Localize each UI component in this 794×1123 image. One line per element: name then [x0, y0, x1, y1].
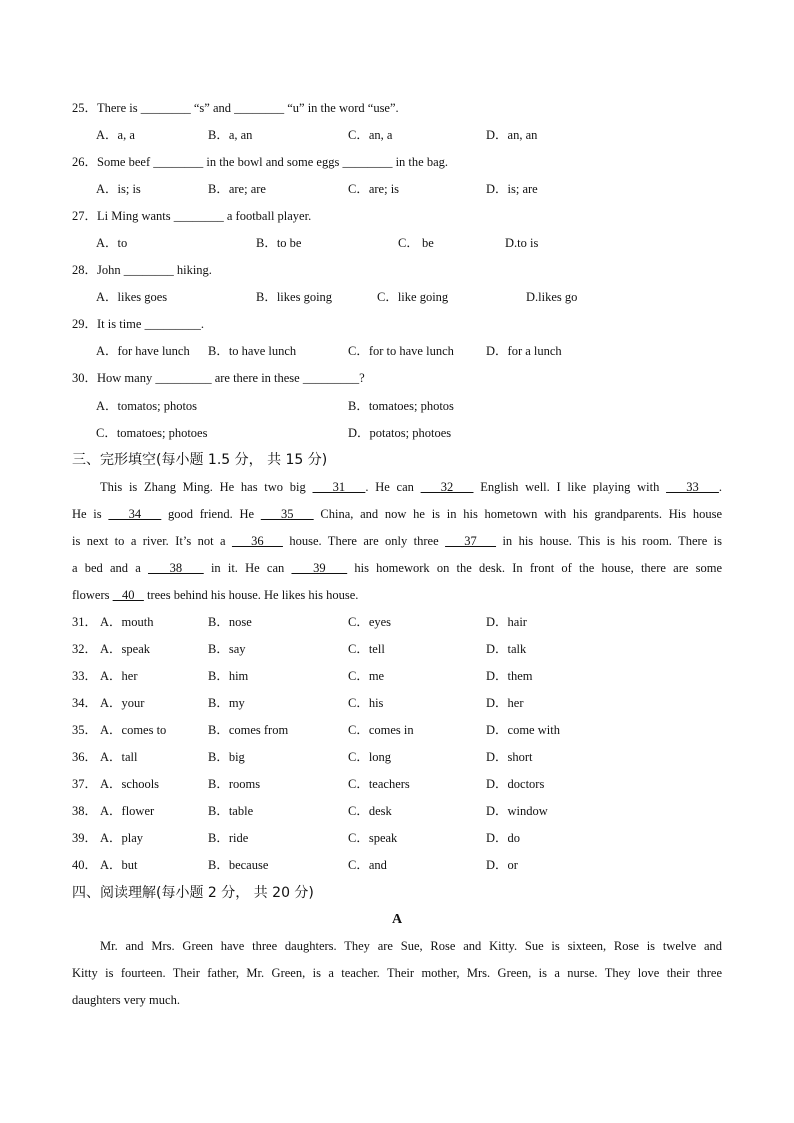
answer-option: C．his [348, 696, 384, 710]
passage-line: Kitty is fourteen. Their father, Mr. Green, is a teacher. Their mother, Mrs. Green, is a nurse. They love their three [72, 966, 722, 980]
answer-option: B．table [208, 804, 254, 818]
cloze-blank: 33 [666, 480, 719, 494]
answer-option: D．for a lunch [486, 344, 562, 358]
passage-text: in his house. This is his room. There is [496, 534, 723, 548]
answer-option: D.likes go [526, 290, 578, 304]
passage-line [100, 479, 722, 495]
answer-option: B．ride [208, 831, 249, 845]
answer-option: B．to be [256, 236, 302, 250]
cloze-blank: 37 [445, 534, 497, 548]
passage-text: house. There are only three [282, 534, 446, 548]
answer-option: D．doctors [486, 777, 545, 791]
cloze-blank: 32 [420, 480, 474, 494]
question-number: 37． [72, 777, 98, 791]
answer-option: A．to [96, 236, 128, 250]
answer-option: A．play [100, 831, 144, 845]
answer-option: D．do [486, 831, 521, 845]
passage-line [72, 560, 722, 576]
cloze-blank: 36 [231, 534, 283, 548]
cloze-blank: 34 [108, 507, 162, 521]
passage-text: trees behind his house. He likes his house. [143, 588, 359, 602]
answer-option: D．window [486, 804, 548, 818]
answer-option: C．tell [348, 642, 385, 656]
question-number: 40． [72, 858, 98, 872]
answer-option: C．tomatoes; photoes [96, 426, 208, 440]
answer-option: D．come with [486, 723, 560, 737]
passage-text: This is Zhang Ming. He has two big [100, 480, 313, 494]
passage-text: . [718, 480, 723, 494]
answer-option: D．or [486, 858, 518, 872]
answer-option: C． be [398, 236, 434, 250]
answer-option: C．for to have lunch [348, 344, 454, 358]
passage-label: A [391, 912, 403, 927]
passage-line [72, 587, 722, 603]
answer-option: B．tomatoes; photos [348, 399, 454, 413]
answer-option: C．like going [377, 290, 449, 304]
question-number: 31． [72, 615, 98, 629]
answer-option: B．comes from [208, 723, 289, 737]
answer-option: D．is; are [486, 182, 538, 196]
answer-option: C．long [348, 750, 392, 764]
answer-option: C．eyes [348, 615, 392, 629]
answer-option: D．an, an [486, 128, 538, 142]
answer-option: C．and [348, 858, 387, 872]
question-number: 34． [72, 696, 98, 710]
passage-text: English well. I like playing with [473, 480, 667, 494]
answer-option: A．mouth [100, 615, 154, 629]
cloze-blank: 35 [260, 507, 314, 521]
answer-option: D．talk [486, 642, 527, 656]
section-title: 四、阅读理解(每小题 2 分， 共 20 分) [72, 885, 314, 901]
answer-option: D．them [486, 669, 533, 683]
answer-option: A．comes to [100, 723, 167, 737]
answer-option: B．him [208, 669, 249, 683]
cloze-blank: 39 [291, 561, 348, 575]
question-number: 32． [72, 642, 98, 656]
passage-text: in it. He can [203, 561, 292, 575]
cloze-blank: 31 [312, 480, 366, 494]
answer-option: C．speak [348, 831, 398, 845]
answer-option: B．are; are [208, 182, 266, 196]
passage-line: daughters very much. [72, 993, 180, 1007]
cloze-blank: 38 [148, 561, 204, 575]
question-number: 35． [72, 723, 98, 737]
answer-option: A．a, a [96, 128, 135, 142]
answer-option: B．big [208, 750, 245, 764]
answer-option: C．me [348, 669, 385, 683]
answer-option: A．flower [100, 804, 155, 818]
answer-option: C．an, a [348, 128, 393, 142]
question-number: 38． [72, 804, 98, 818]
question-stem: 25．There is ________ “s” and ________ “u” in the word “use”. [72, 101, 399, 115]
question-number: 39． [72, 831, 98, 845]
answer-option: B．because [208, 858, 269, 872]
answer-option: D．her [486, 696, 524, 710]
passage-text: . He can [365, 480, 421, 494]
answer-option: B．my [208, 696, 245, 710]
passage-line: Mr. and Mrs. Green have three daughters. They are Sue, Rose and Kitty. Sue is sixteen, Rose is twelve and [100, 939, 722, 953]
answer-option: A．is; is [96, 182, 141, 196]
passage-text: is next to a river. It’s not a [72, 534, 232, 548]
passage-text: his homework on the desk. In front of the house, there are some [347, 561, 722, 575]
answer-option: B．to have lunch [208, 344, 297, 358]
passage-text: flowers [72, 588, 113, 602]
answer-option: B．rooms [208, 777, 261, 791]
cloze-blank: 40 [112, 588, 144, 602]
answer-option: A．tomatos; photos [96, 399, 198, 413]
answer-option: B．say [208, 642, 246, 656]
passage-line [72, 533, 722, 549]
question-stem: 29．It is time _________. [72, 317, 204, 331]
answer-option: B．likes going [256, 290, 333, 304]
section-title: 三、完形填空(每小题 1.5 分， 共 15 分) [72, 452, 328, 468]
answer-option: A．her [100, 669, 138, 683]
answer-option: A．for have lunch [96, 344, 190, 358]
question-stem: 26．Some beef ________ in the bowl and some eggs ________ in the bag. [72, 155, 448, 169]
question-number: 36． [72, 750, 98, 764]
answer-option: B．nose [208, 615, 252, 629]
answer-option: C．comes in [348, 723, 414, 737]
answer-option: A．speak [100, 642, 150, 656]
question-stem: 30．How many _________ are there in these _________? [72, 371, 365, 385]
answer-option: C．teachers [348, 777, 410, 791]
question-stem: 28．John ________ hiking. [72, 263, 212, 277]
passage-text: He is [72, 507, 109, 521]
answer-option: C．desk [348, 804, 392, 818]
answer-option: A．your [100, 696, 145, 710]
question-stem: 27．Li Ming wants ________ a football player. [72, 209, 312, 223]
answer-option: A．schools [100, 777, 160, 791]
answer-option: A．tall [100, 750, 138, 764]
answer-option: B．a, an [208, 128, 253, 142]
answer-option: D．potatos; photoes [348, 426, 452, 440]
passage-text: a bed and a [72, 561, 149, 575]
answer-option: D.to is [505, 236, 539, 250]
passage-text: good friend. He [161, 507, 261, 521]
question-number: 33． [72, 669, 98, 683]
answer-option: A．but [100, 858, 138, 872]
answer-option: D．short [486, 750, 533, 764]
answer-option: A．likes goes [96, 290, 168, 304]
answer-option: D．hair [486, 615, 527, 629]
passage-text: China, and now he is in his hometown with his grandparents. His house [313, 507, 723, 521]
answer-option: C．are; is [348, 182, 400, 196]
passage-line [72, 506, 722, 522]
